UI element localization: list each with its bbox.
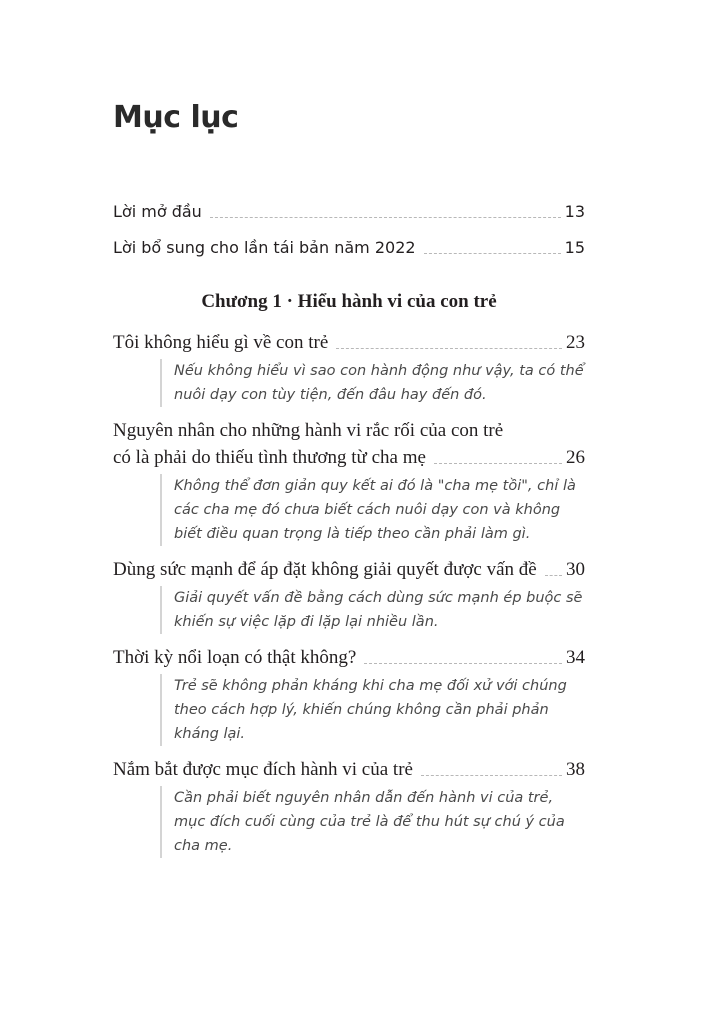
dotted-leader: [364, 662, 562, 664]
toc-entry[interactable]: [113, 756, 585, 783]
entry-summary: Nếu không hiểu vì sao con hành động như vậy, ta có thể nuôi dạy con tùy tiện, đến đâu hay đến đó.: [160, 359, 585, 407]
entry-title: Lời bổ sung cho lần tái bản năm 2022: [113, 238, 416, 257]
toc-item: [113, 756, 585, 858]
dotted-leader: [434, 462, 562, 464]
page-number: 23: [566, 332, 585, 353]
toc-item: [113, 329, 585, 407]
entry-title: Nắm bắt được mục đích hành vi của trẻ: [113, 759, 413, 780]
page-number: 26: [566, 447, 585, 468]
entry-summary: Trẻ sẽ không phản kháng khi cha mẹ đối xử với chúng theo cách hợp lý, khiến chúng không cần phải phản kháng lại.: [160, 674, 585, 746]
entry-summary: Cần phải biết nguyên nhân dẫn đến hành vi của trẻ, mục đích cuối cùng của trẻ là để thu hút sự chú ý của cha mẹ.: [160, 786, 585, 858]
toc-entry[interactable]: [113, 644, 585, 671]
entry-summary: Giải quyết vấn đề bằng cách dùng sức mạnh ép buộc sẽ khiến sự việc lặp đi lặp lại nhiều lần.: [160, 586, 585, 634]
entry-title: Lời mở đầu: [113, 202, 202, 221]
toc-item: [113, 417, 585, 546]
dotted-leader: [336, 347, 562, 349]
dotted-leader: [210, 216, 561, 218]
dotted-leader: [421, 774, 562, 776]
page-number: 13: [564, 202, 585, 221]
toc-item: [113, 644, 585, 746]
toc-entry-reprint-note[interactable]: [113, 234, 585, 261]
entry-title-line2: có là phải do thiếu tình thương từ cha mẹ: [113, 447, 426, 468]
entry-title-line2-row: [113, 444, 585, 471]
dotted-leader: [424, 252, 561, 254]
page-number: 34: [566, 647, 585, 668]
page-number: 30: [566, 559, 585, 580]
front-matter-section: [113, 198, 585, 261]
entry-title-line1: Nguyên nhân cho những hành vi rắc rối của con trẻ: [113, 420, 504, 441]
page-number: 38: [566, 759, 585, 780]
table-of-contents: [113, 198, 585, 868]
toc-entry[interactable]: [113, 329, 585, 356]
chapter-heading: Chương 1 · Hiểu hành vi của con trẻ: [201, 291, 497, 312]
entry-title: Tôi không hiểu gì về con trẻ: [113, 332, 329, 353]
entry-summary: Không thể đơn giản quy kết ai đó là "cha mẹ tồi", chỉ là các cha mẹ đó chưa biết cách nuôi dạy con và không biết điều quan trọng là tiếp theo cần phải làm gì.: [160, 474, 585, 546]
toc-entry[interactable]: [113, 556, 585, 583]
page-title: Mục lục: [113, 100, 239, 135]
toc-entry[interactable]: [113, 417, 585, 471]
entry-title: Thời kỳ nổi loạn có thật không?: [113, 647, 357, 668]
entry-title: Dùng sức mạnh để áp đặt không giải quyết được vấn đề: [113, 559, 537, 580]
page-number: 15: [564, 238, 585, 257]
toc-entry-preface[interactable]: [113, 198, 585, 225]
toc-item: [113, 556, 585, 634]
dotted-leader: [545, 574, 562, 576]
